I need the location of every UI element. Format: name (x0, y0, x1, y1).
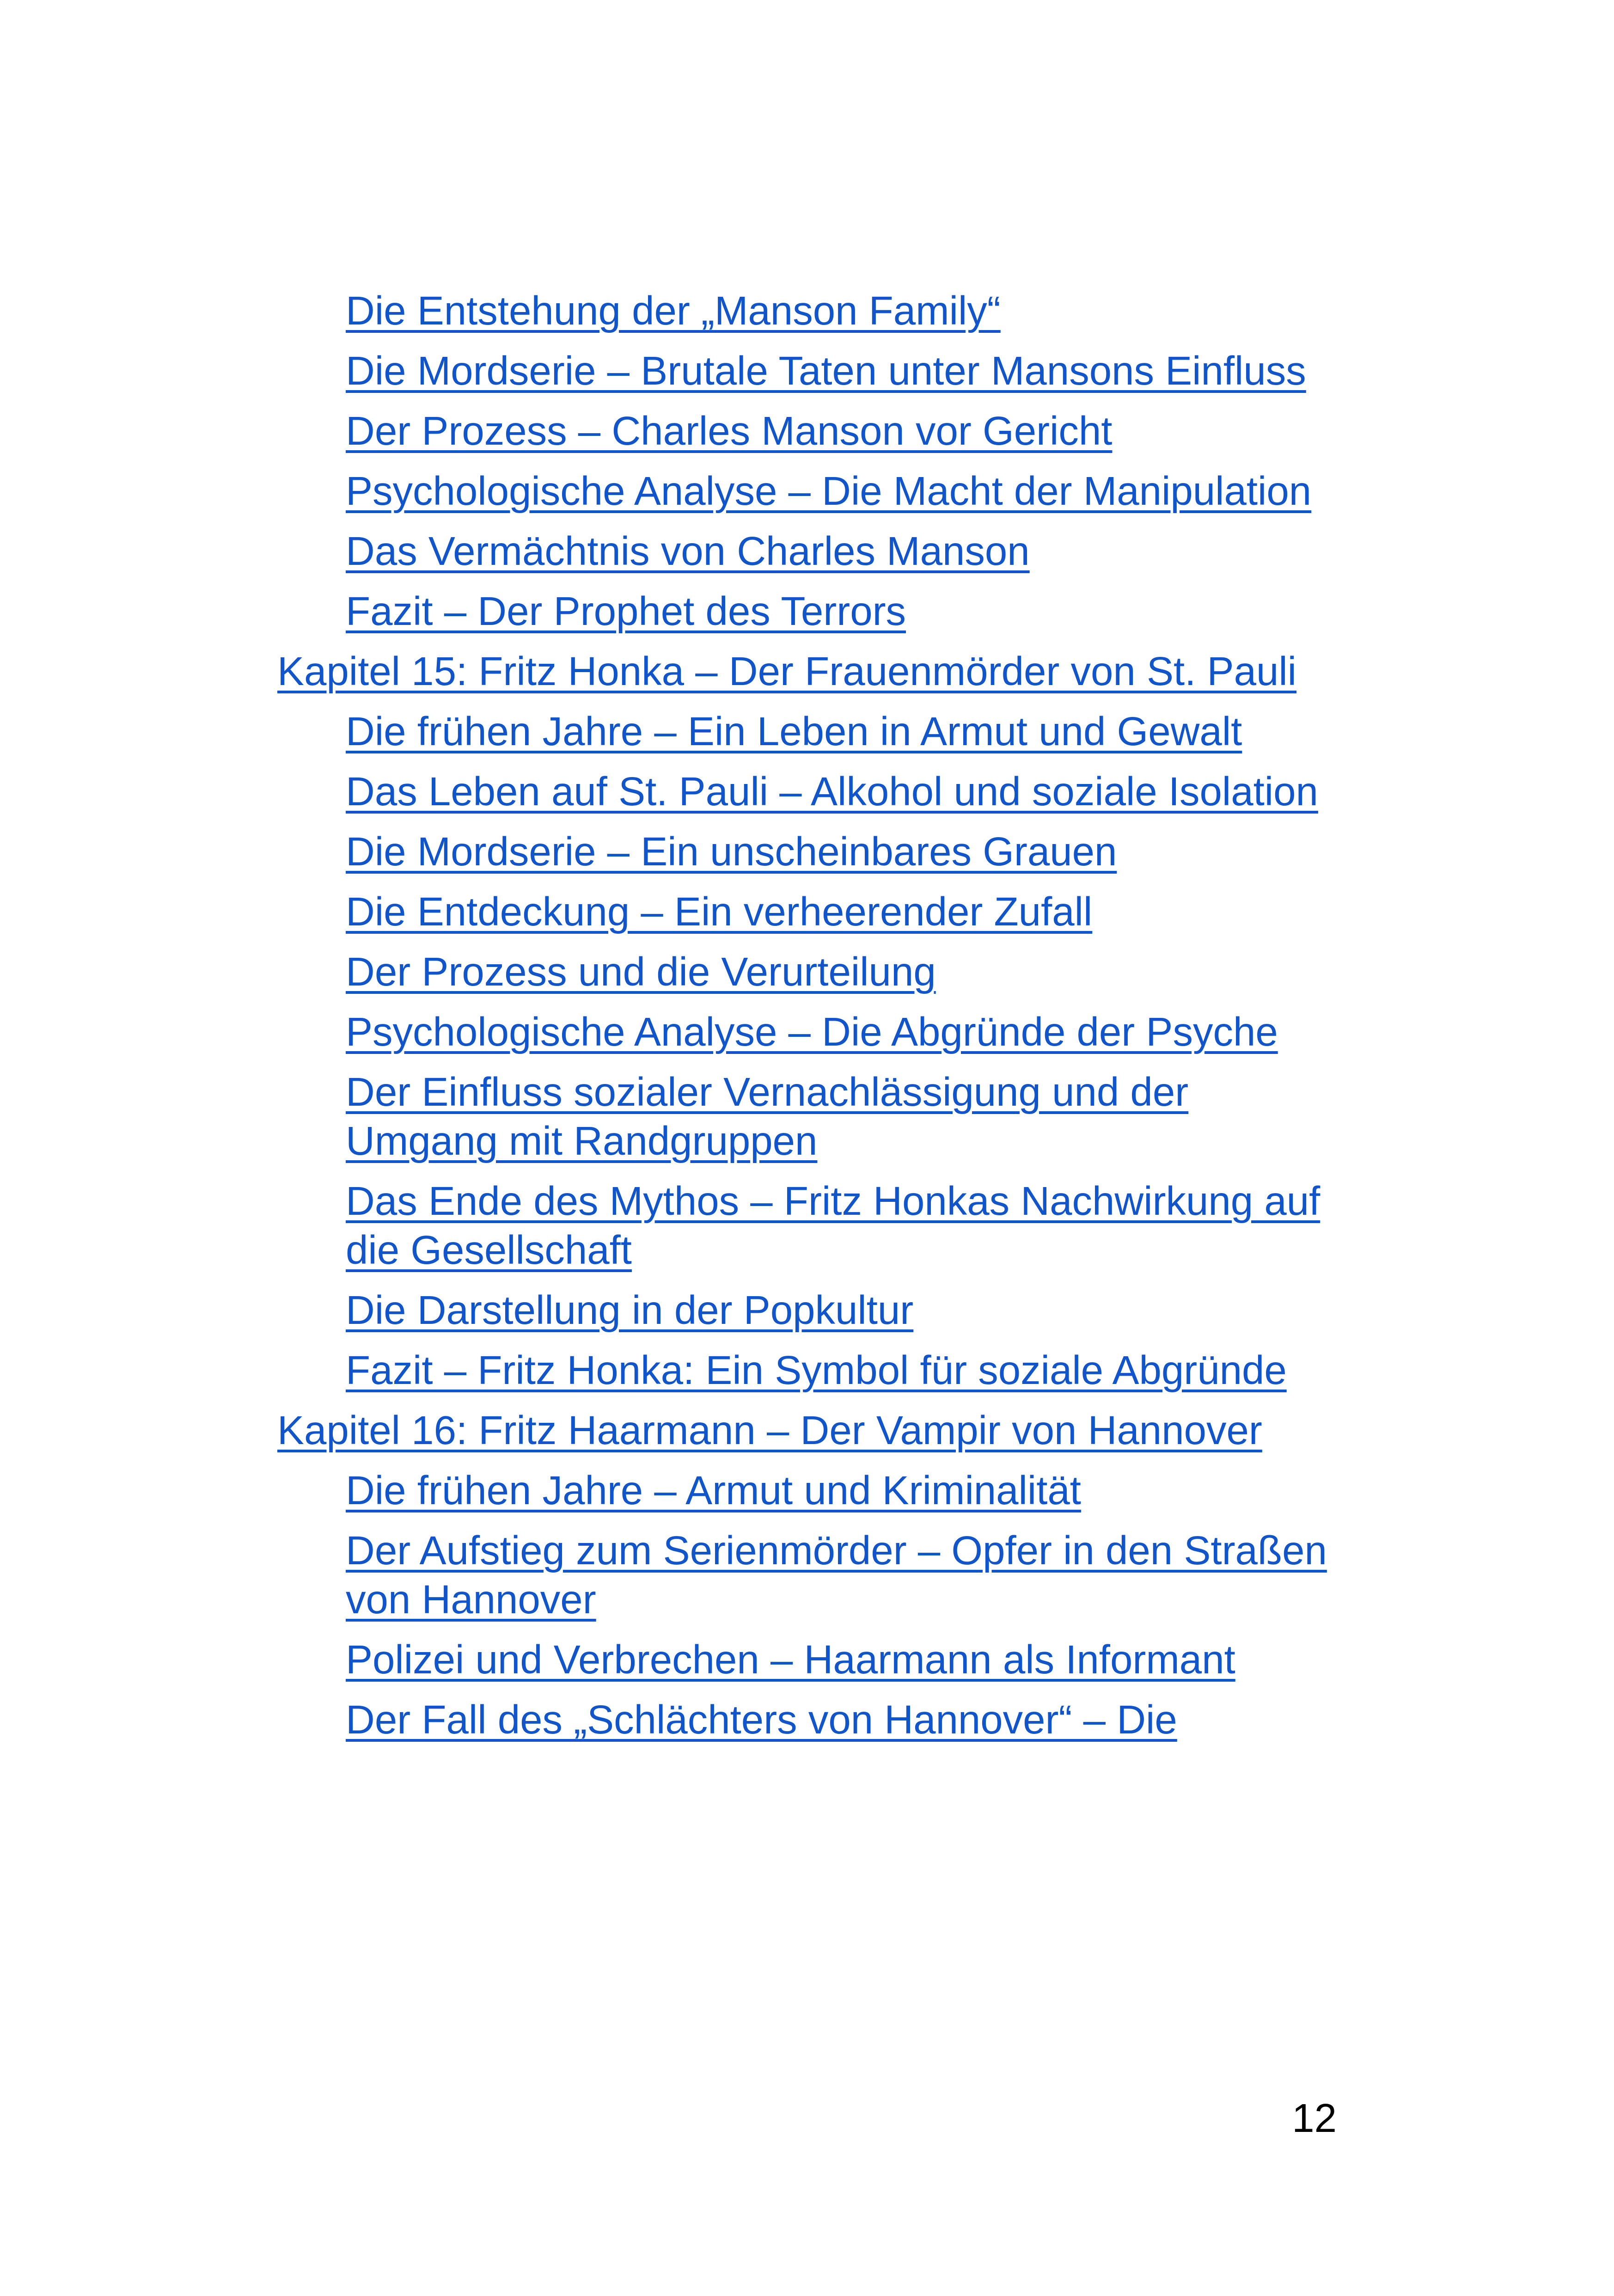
toc-link-honka-psych-analysis[interactable]: Psychologische Analyse – Die Abgründe der Psyche (346, 1010, 1278, 1054)
toc-link-manson-psych-analysis[interactable]: Psychologische Analyse – Die Macht der Manipulation (346, 469, 1312, 514)
toc-link-manson-legacy[interactable]: Das Vermächtnis von Charles Manson (346, 529, 1030, 574)
toc-link-honka-myth-end[interactable]: Das Ende des Mythos – Fritz Honkas Nachwirkung auf die Gesellschaft (346, 1179, 1321, 1273)
toc-link-honka-pop-culture[interactable]: Die Darstellung in der Popkultur (346, 1288, 914, 1333)
page-number: 12 (1292, 2096, 1337, 2141)
toc-link-honka-early-years[interactable]: Die frühen Jahre – Ein Leben in Armut und Gewalt (346, 709, 1242, 754)
toc-link-chapter-16[interactable]: Kapitel 16: Fritz Haarmann – Der Vampir von Hannover (277, 1408, 1262, 1453)
toc-link-haarmann-butcher-case[interactable]: Der Fall des „Schlächters von Hannover“ – Die (346, 1697, 1177, 1742)
table-of-contents (277, 287, 1340, 1756)
toc-link-manson-conclusion[interactable]: Fazit – Der Prophet des Terrors (346, 589, 906, 634)
toc-link-honka-st-pauli[interactable]: Das Leben auf St. Pauli – Alkohol und soziale Isolation (346, 769, 1318, 814)
toc-link-manson-family-origin[interactable]: Die Entstehung der „Manson Family“ (346, 288, 1001, 333)
toc-link-honka-conclusion[interactable]: Fazit – Fritz Honka: Ein Symbol für soziale Abgründe (346, 1348, 1287, 1393)
toc-link-haarmann-early-years[interactable]: Die frühen Jahre – Armut und Kriminalität (346, 1468, 1081, 1513)
toc-link-honka-trial[interactable]: Der Prozess und die Verurteilung (346, 949, 936, 994)
toc-link-chapter-15[interactable]: Kapitel 15: Fritz Honka – Der Frauenmörder von St. Pauli (277, 649, 1296, 694)
toc-link-honka-discovery[interactable]: Die Entdeckung – Ein verheerender Zufall (346, 889, 1093, 934)
toc-link-haarmann-informant[interactable]: Polizei und Verbrechen – Haarmann als Informant (346, 1637, 1235, 1682)
toc-link-honka-social-neglect[interactable]: Der Einfluss sozialer Vernachlässigung und der Umgang mit Randgruppen (346, 1070, 1189, 1163)
toc-link-haarmann-rise[interactable]: Der Aufstieg zum Serienmörder – Opfer in den Straßen von Hannover (346, 1528, 1327, 1622)
toc-link-honka-murder-series[interactable]: Die Mordserie – Ein unscheinbares Grauen (346, 829, 1117, 874)
toc-link-manson-trial[interactable]: Der Prozess – Charles Manson vor Gericht (346, 409, 1113, 453)
toc-link-manson-murder-series[interactable]: Die Mordserie – Brutale Taten unter Mansons Einfluss (346, 349, 1306, 393)
